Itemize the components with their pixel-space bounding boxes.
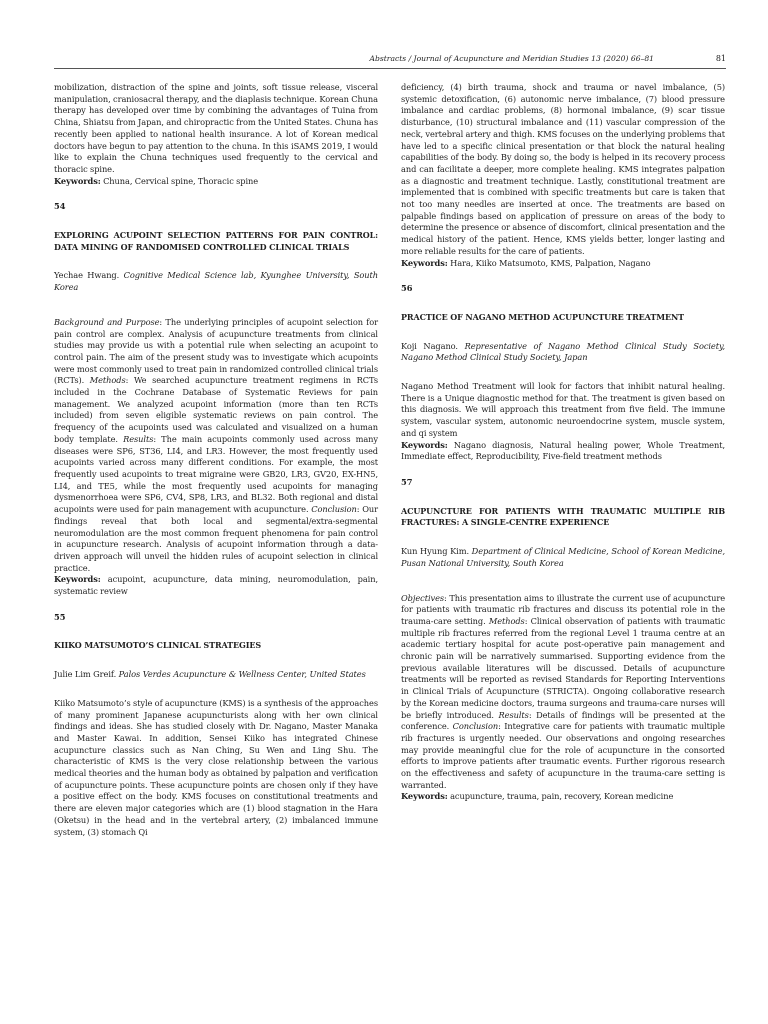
keywords-label: Keywords:: [54, 574, 101, 585]
abstract-author: [401, 546, 725, 569]
running-header: [54, 54, 726, 69]
section-label: Methods: [89, 375, 126, 386]
keywords-text: Nagano diagnosis, Natural healing power, Whole Treatment, Immediate effect, Reproducibility, Five-field treatment methods: [401, 439, 725, 462]
continued-abstract-keywords: [54, 176, 378, 188]
abstract-title: EXPLORING ACUPOINT SELECTION PATTERNS FOR PAIN CONTROL: DATA MINING OF RANDOMISED CONTROLLED CLINICAL TRIALS: [54, 230, 378, 252]
abstract-title: PRACTICE OF NAGANO METHOD ACUPUNCTURE TREATMENT: [401, 311, 685, 322]
author-affiliation: Department of Clinical Medicine, School of Korean Medicine, Pusan National University, South Korea: [401, 546, 726, 568]
author-name: Yechae Hwang.: [54, 270, 120, 281]
abstract-number: 54: [54, 201, 66, 212]
section-label: Objectives: [401, 592, 445, 603]
abstract-body: [54, 317, 378, 574]
section-text: : Our findings reveal that both local and segmental/extra-segmental neuromodulation are the most common frequent phenomena for pain control in acupuncture research. Analysis of acupoint information through a data-driven approach will unveil the hidden rules of acupoint selection in clinical practice.: [54, 504, 379, 573]
abstract-keywords: [401, 440, 725, 463]
abstract-keywords: [54, 574, 378, 597]
section-text: : We searched acupuncture treatment regimens in RCTs included in the Cochrane Database of Systematic Reviews for pain management. We analyzed acupoint information (more than ten RCTs included) from seven eligible systematic reviews on pain control. The frequency of the acupoints used was calculated and visualized on a human body template.: [54, 375, 378, 444]
section-label: Background and Purpose: [54, 316, 160, 327]
abstract-body: Nagano Method Treatment will look for factors that inhibit natural healing. There is a Unique diagnostic method for that. The treatment is given based on this diagnosis. We will approach this treatment from five field. The immune system, vascular system, autonomic neuroendocrine system, muscle system, and qi system: [401, 381, 725, 438]
left-column: [54, 82, 378, 838]
section-label: Results: [123, 433, 154, 444]
keywords-text: Hara, Kiiko Matsumoto, KMS, Palpation, Nagano: [450, 257, 651, 268]
abstract-author: [401, 341, 725, 364]
abstract-keywords: [401, 791, 725, 803]
author-affiliation: Cognitive Medical Science lab, Kyunghee University, South Korea: [54, 270, 379, 293]
keywords-text: acupuncture, trauma, pain, recovery, Korean medicine: [450, 791, 674, 802]
journal-citation: Abstracts / Journal of Acupuncture and Meridian Studies 13 (2020) 66–81: [369, 54, 654, 63]
keywords-text: Chuna, Cervical spine, Thoracic spine: [103, 175, 259, 186]
author-affiliation: Representative of Nagano Method Clinical Study Society, Nagano Method Clinical Study Society, Japan: [401, 340, 725, 363]
abstract-author: [54, 669, 378, 681]
keywords-label: Keywords:: [401, 257, 448, 268]
author-affiliation: Palos Verdes Acupuncture & Wellness Center, United States: [118, 669, 366, 680]
author-name: Julie Lim Greif.: [54, 669, 117, 680]
abstract-57: [401, 477, 725, 803]
abstract-54: [54, 201, 378, 597]
keywords-text: acupoint, acupuncture, data mining, neuromodulation, pain, systematic review: [54, 574, 378, 597]
abstract-55-continued: deficiency, (4) birth trauma, shock and trauma or navel imbalance, (5) systemic detoxification, (6) autonomic nerve imbalance, (7) blood pressure imbalance and cardiac problems, (8) hormonal imbalance, (9) scar tissue disturbance, (10) structural imbalance and (11) vascular compression of the neck, vertebral artery and thigh. KMS focuses on the underlying problems that have led to a specific clinical presentation or that block the natural healing capabilities of the body. By doing so, the body is helped in its recovery process and can facilitate a deeper, more complete healing. KMS integrates palpation as a diagnostic and treatment technique. Lastly, constitutional treatment are implemented that is combined with specific treatments but care is taken that not too many needles are inserted at once. The treatments are based on palpable findings based on application of pressure on areas of the body to determine the presence or absence of discomfort, clinical presentation and the medical history of the patient. Hence, KMS yields better, longer lasting and more reliable results for the care of patients.: [401, 82, 725, 256]
abstract-number: 56: [401, 283, 413, 294]
section-text: : This presentation aims to illustrate the current use of acupuncture for patients with traumatic rib fractures and discuss its potential role in the trauma-care setting.: [401, 592, 725, 626]
abstract-author: [54, 270, 378, 293]
abstract-body: Kiiko Matsumoto’s style of acupuncture (KMS) is a synthesis of the approaches of many prominent Japanese acupuncturists along with her own clinical findings and ideas. She has studied closely with Dr. Nagano, Master Manaka and Master Kawai. In addition, Sensei Kiiko has integrated Chinese acupuncture classics such as Nan Ching, Su Wen and Ling Shu. The characteristic of KMS is the very close relationship between the various medical theories and the human body as obtained by palpation and verification of acupuncture points. These acupuncture points are chosen only if they have a positive effect on the body. KMS focuses on constitutional treatments and there are eleven major categories which are (1) blood stagnation in the Hara (Oketsu) in the head and in the vertebral artery, (2) imbalanced immune system, (3) stomach Qi: [54, 697, 378, 837]
section-label: Conclusion: [311, 504, 357, 515]
continued-abstract-text: mobilization, distraction of the spine and joints, soft tissue release, visceral manipulation, craniosacral therapy, and the diaplasis technique. Korean Chuna therapy has developed over time by combining the advantages of Tuina from China, Shiatsu from Japan, and chiropractic from the United States. Chuna has recently been applied to national health insurance. A lot of Korean medical doctors have begun to pay attention to the chuna. In this iSAMS 2019, I would like to explain the Chuna techniques used frequently to the cervical and thoracic spine.: [54, 82, 378, 174]
abstract-56: [401, 283, 725, 463]
keywords-label: Keywords:: [401, 791, 448, 802]
author-name: Koji Nagano.: [401, 340, 458, 351]
section-label: Conclusion: [452, 721, 499, 732]
section-text: : Integrative care for patients with traumatic multiple rib fractures is urgently needed. Our observations and ongoing researches may provide meaningful clue for the role of acupuncture in the consorted efforts to improve patients after traumatic events. Further rigorous research on the effectiveness and safety of acupuncture in the trauma-care setting is warranted.: [401, 721, 725, 790]
section-text: : Details of findings will be presented at the conference.: [401, 709, 725, 732]
abstract-number: 55: [54, 611, 66, 622]
abstract-55: [54, 612, 378, 839]
section-label: Results: [498, 709, 529, 720]
section-label: Methods: [488, 615, 525, 626]
keywords-label: Keywords:: [54, 175, 101, 186]
section-text: : Clinical observation of patients with traumatic multiple rib fractures referred from the regional Level 1 trauma centre at an academic tertiary hospital for acute post-operative pain management and chronic pain will be narratively summarised. Supporting evidence from the previous available literatures will be discussed. Details of acupuncture treatments will be reported as revised Standards for Reporting Interventions in Clinical Trials of Acupuncture (STRICTA). Ongoing collaborative research by the Korean medicine doctors, trauma surgeons and trauma-care nurses will be briefly introduced.: [401, 615, 726, 720]
section-text: : The underlying principles of acupoint selection for pain control are complex. Analysis of acupuncture treatments from clinical studies may provide us with a potential rule when selecting an acupoint to control pain. The aim of the present study was to investigate which acupoints were most commonly used to treat pain in randomized controlled clinical trials (RCTs).: [54, 316, 378, 386]
abstract-body: [401, 593, 725, 792]
author-name: Kun Hyung Kim.: [401, 546, 469, 557]
abstract-title: KIIKO MATSUMOTO’S CLINICAL STRATEGIES: [54, 640, 262, 651]
abstract-keywords: [401, 258, 725, 270]
page-number: 81: [715, 54, 726, 63]
abstract-number: 57: [401, 476, 413, 487]
section-text: : The main acupoints commonly used across many diseases were SP6, ST36, LI4, and LR3. However, the most frequently used acupoints varied across many different conditions. For example, the most frequently used acupoints to treat migraine were GB20, LR3, GV20, EX-HN5, LI4, and TE5, while the most frequently used acupoints for managing dysmenorrhoea were SP6, CV4, SP8, LR3, and BL32. Both regional and distal acupoints were used for pain management with acupuncture.: [54, 433, 378, 515]
keywords-label: Keywords:: [401, 439, 448, 450]
abstract-title: ACUPUNCTURE FOR PATIENTS WITH TRAUMATIC MULTIPLE RIB FRACTURES: A SINGLE-CENTRE EXPERIENCE: [401, 505, 725, 528]
right-column: [401, 82, 725, 803]
